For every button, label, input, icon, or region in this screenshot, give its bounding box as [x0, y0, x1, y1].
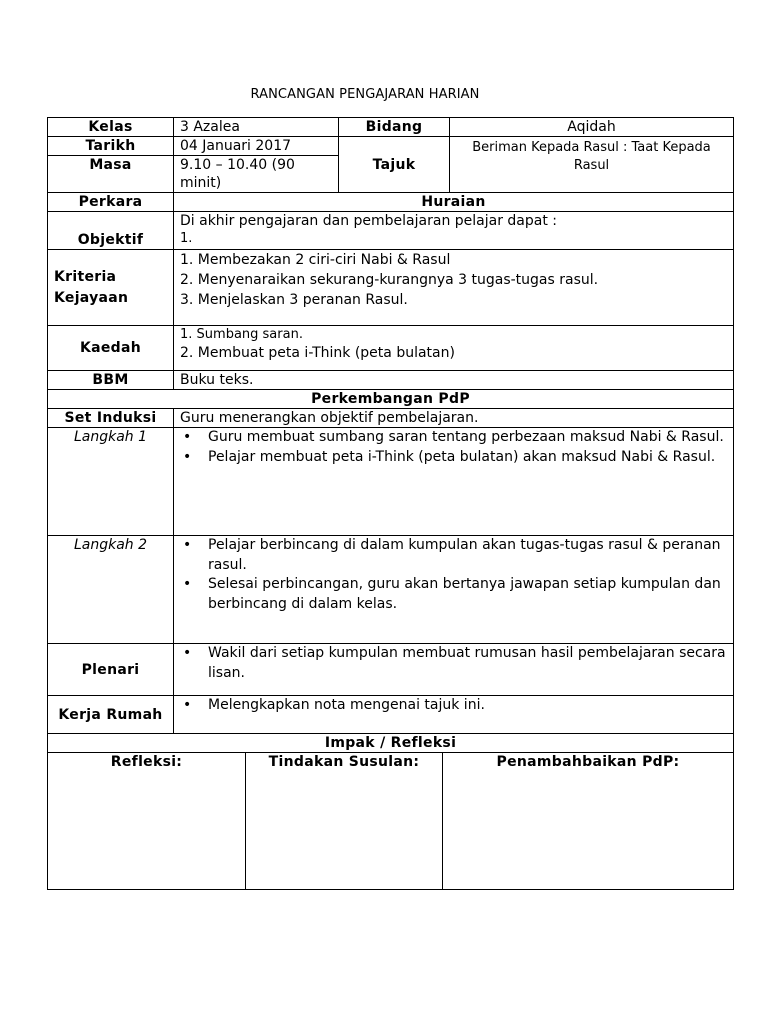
row-kriteria — [48, 250, 734, 326]
perkara-header: Perkara — [48, 193, 174, 212]
perkembangan-heading: Perkembangan PdP — [48, 390, 734, 409]
bbm-value: Buku teks. — [174, 371, 734, 390]
kriteria-label-line1: Kriteria — [54, 269, 117, 285]
objektif-label: Objektif — [48, 212, 174, 250]
kerja-rumah-label: Kerja Rumah — [48, 696, 174, 734]
row-plenari — [48, 644, 734, 696]
refleksi-container — [48, 753, 734, 890]
row-impak — [48, 734, 734, 753]
tarikh-value: 04 Januari 2017 — [174, 137, 339, 156]
kelas-label: Kelas — [48, 118, 174, 137]
row-perkembangan — [48, 390, 734, 409]
row-refleksi — [48, 753, 734, 890]
set-induksi-value: Guru menerangkan objektif pembelajaran. — [174, 409, 734, 428]
list-item: 3. Menjelaskan 3 peranan Rasul. — [180, 292, 408, 308]
row-objektif — [48, 212, 734, 250]
tajuk-label: Tajuk — [339, 137, 450, 193]
masa-value: 9.10 – 10.40 (90 minit) — [174, 156, 339, 193]
row-kelas — [48, 118, 734, 137]
masa-label: Masa — [48, 156, 174, 193]
row-tarikh — [48, 137, 734, 156]
list-item: 2. Membuat peta i-Think (peta bulatan) — [180, 345, 455, 361]
kriteria-label — [48, 250, 174, 326]
bidang-label: Bidang — [339, 118, 450, 137]
objektif-item: 1. — [180, 231, 193, 246]
plenari-content — [174, 644, 734, 696]
kerja-rumah-content — [174, 696, 734, 734]
row-langkah2 — [48, 536, 734, 644]
row-langkah1 — [48, 428, 734, 536]
list-item: 1. Sumbang saran. — [180, 327, 303, 342]
langkah1-label: Langkah 1 — [48, 428, 174, 536]
bbm-label: BBM — [48, 371, 174, 390]
langkah2-list — [180, 536, 727, 614]
kaedah-list — [180, 326, 727, 362]
refleksi-label: Refleksi: — [48, 753, 246, 889]
kriteria-list — [180, 250, 727, 310]
langkah2-content — [174, 536, 734, 644]
list-item: • Pelajar berbincang di dalam kumpulan akan tugas-tugas rasul & peranan rasul. — [180, 536, 727, 575]
list-item: • Melengkapkan nota mengenai tajuk ini. — [180, 696, 727, 714]
row-kerja-rumah — [48, 696, 734, 734]
kaedah-label: Kaedah — [48, 326, 174, 371]
tindakan-susulan-label: Tindakan Susulan: — [246, 753, 443, 889]
plenari-label: Plenari — [48, 644, 174, 696]
huraian-header: Huraian — [174, 193, 734, 212]
langkah2-label: Langkah 2 — [48, 536, 174, 644]
list-item: 1. Membezakan 2 ciri-ciri Nabi & Rasul — [180, 252, 451, 268]
langkah1-content — [174, 428, 734, 536]
bidang-value: Aqidah — [450, 118, 734, 137]
objektif-content — [174, 212, 734, 250]
langkah1-list — [180, 428, 727, 467]
row-set-induksi — [48, 409, 734, 428]
list-item: • Pelajar membuat peta i-Think (peta bulatan) akan maksud Nabi & Rasul. — [180, 448, 727, 468]
refleksi-grid — [48, 753, 733, 889]
plenari-list — [180, 644, 727, 683]
row-bbm — [48, 371, 734, 390]
kriteria-label-line2: Kejayaan — [54, 290, 129, 306]
kaedah-content — [174, 326, 734, 371]
kelas-value: 3 Azalea — [174, 118, 339, 137]
list-item: • Guru membuat sumbang saran tentang perbezaan maksud Nabi & Rasul. — [180, 428, 727, 448]
document-title: RANCANGAN PENGAJARAN HARIAN — [250, 87, 480, 102]
penambahbaikan-label: Penambahbaikan PdP: — [496, 754, 680, 770]
set-induksi-label: Set Induksi — [48, 409, 174, 428]
row-column-headers — [48, 193, 734, 212]
list-item: 2. Menyenaraikan sekurang-kurangnya 3 tugas-tugas rasul. — [180, 272, 599, 288]
list-item: • Selesai perbincangan, guru akan bertanya jawapan setiap kumpulan dan berbincang di dalam kelas. — [180, 575, 727, 614]
objektif-intro: Di akhir pengajaran dan pembelajaran pelajar dapat : — [180, 213, 557, 229]
tajuk-value: Beriman Kepada Rasul : Taat Kepada Rasul — [450, 137, 734, 193]
impak-heading: Impak / Refleksi — [48, 734, 734, 753]
list-item: • Wakil dari setiap kumpulan membuat rumusan hasil pembelajaran secara lisan. — [180, 644, 727, 683]
kriteria-content — [174, 250, 734, 326]
lesson-plan-table — [47, 117, 734, 890]
kerja-rumah-list — [180, 696, 727, 714]
row-kaedah — [48, 326, 734, 371]
tarikh-label: Tarikh — [48, 137, 174, 156]
